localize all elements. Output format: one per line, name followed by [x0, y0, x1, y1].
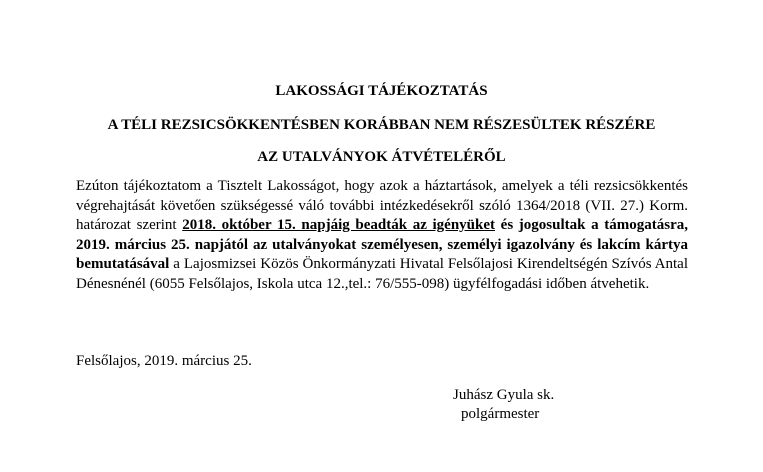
body-pickup-location: a Lajosmizsei Közös Önkormányzati Hivatal Felsőlajosi Kirendeltségén Szívós Antal Dénesnénél (6055 Felsőlajos, Iskola utca 12.,tel.: 76/555-098) ügyfélfogadási időben átvehetik.	[76, 256, 688, 292]
body-intro: Ezúton tájékoztatom a Tisztelt Lakosságot, hogy azok a háztartások, amelyek a téli rezsicsökkentés végrehajtását követően szükségessé váló további intézkedésekről szóló 1364/2018 (VII. 27.) Korm. határozat szerint	[76, 178, 688, 234]
signer-title: polgármester	[461, 406, 540, 422]
signer-name: Juhász Gyula sk.	[453, 387, 555, 403]
body-deadline: 2018. október 15. napjáig beadták az igényüket	[182, 217, 496, 234]
body-eligibility: és jogosultak a támogatásra, 2019. március 25. napjától az utalványokat személyesen, személyi igazolvány és lakcím kártya bemutatásával	[76, 217, 688, 273]
notice-title: LAKOSSÁGI TÁJÉKOZTATÁS	[275, 83, 488, 99]
notice-body	[76, 177, 688, 295]
notice-subtitle: A TÉLI REZSICSÖKKENTÉSBEN KORÁBBAN NEM RÉSZESÜLTEK RÉSZÉRE	[107, 117, 656, 133]
place-date: Felsőlajos, 2019. március 25.	[76, 353, 252, 369]
notice-subject: AZ UTALVÁNYOK ÁTVÉTELÉRŐL	[257, 149, 506, 165]
